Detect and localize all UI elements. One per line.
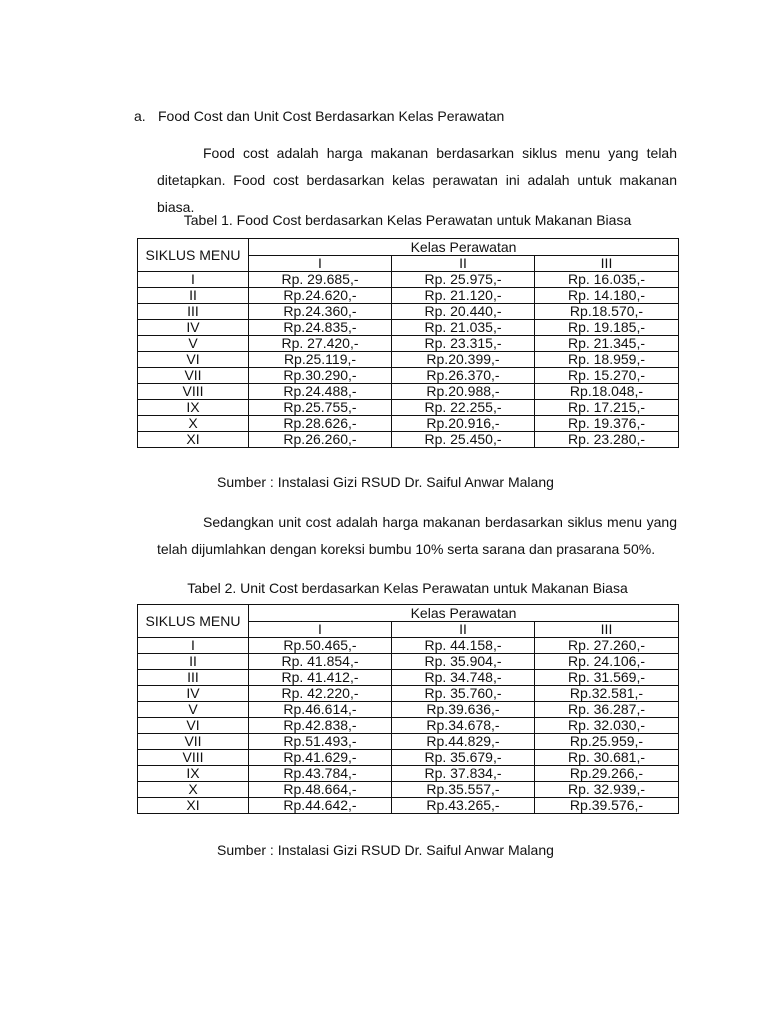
header-siklus-menu: SIKLUS MENU bbox=[138, 605, 249, 638]
cost-cell: Rp. 15.270,- bbox=[535, 368, 679, 384]
cost-cell: Rp.30.290,- bbox=[249, 368, 392, 384]
siklus-cell: VII bbox=[138, 368, 249, 384]
cost-cell: Rp. 35.760,- bbox=[392, 686, 535, 702]
table-row bbox=[138, 702, 679, 718]
table-row bbox=[138, 654, 679, 670]
cost-cell: Rp. 25.975,- bbox=[392, 272, 535, 288]
siklus-cell: XI bbox=[138, 798, 249, 814]
table-row bbox=[138, 272, 679, 288]
cost-cell: Rp.29.266,- bbox=[535, 766, 679, 782]
cost-cell: Rp.26.260,- bbox=[249, 432, 392, 448]
cost-cell: Rp. 19.376,- bbox=[535, 416, 679, 432]
table-row bbox=[138, 304, 679, 320]
cost-cell: Rp. 23.280,- bbox=[535, 432, 679, 448]
table-row bbox=[138, 782, 679, 798]
food-cost-table bbox=[137, 238, 679, 448]
siklus-cell: I bbox=[138, 638, 249, 654]
cost-cell: Rp. 18.959,- bbox=[535, 352, 679, 368]
paragraph-text: Food cost adalah harga makanan berdasarkan siklus menu yang telah ditetapkan. Food cost berdasarkan kelas perawatan ini adalah untuk makanan biasa. bbox=[157, 145, 677, 215]
cost-cell: Rp. 31.569,- bbox=[535, 670, 679, 686]
cost-cell: Rp. 29.685,- bbox=[249, 272, 392, 288]
cost-cell: Rp. 16.035,- bbox=[535, 272, 679, 288]
cost-cell: Rp. 41.854,- bbox=[249, 654, 392, 670]
table-row bbox=[138, 734, 679, 750]
cost-cell: Rp.46.614,- bbox=[249, 702, 392, 718]
header-kelas-perawatan: Kelas Perawatan bbox=[249, 605, 679, 622]
siklus-cell: IX bbox=[138, 766, 249, 782]
cost-cell: Rp.20.988,- bbox=[392, 384, 535, 400]
cost-cell: Rp. 32.030,- bbox=[535, 718, 679, 734]
cost-cell: Rp. 34.748,- bbox=[392, 670, 535, 686]
cost-cell: Rp.43.784,- bbox=[249, 766, 392, 782]
section-heading bbox=[134, 108, 504, 124]
siklus-cell: III bbox=[138, 670, 249, 686]
table-row bbox=[138, 432, 679, 448]
table-2-caption: Tabel 2. Unit Cost berdasarkan Kelas Perawatan untuk Makanan Biasa bbox=[187, 580, 628, 596]
siklus-cell: IV bbox=[138, 320, 249, 336]
cost-cell: Rp.24.488,- bbox=[249, 384, 392, 400]
cost-cell: Rp. 21.120,- bbox=[392, 288, 535, 304]
paragraph-food-cost bbox=[157, 140, 677, 221]
siklus-cell: VI bbox=[138, 352, 249, 368]
cost-cell: Rp.44.642,- bbox=[249, 798, 392, 814]
cost-cell: Rp. 17.215,- bbox=[535, 400, 679, 416]
cost-cell: Rp.41.629,- bbox=[249, 750, 392, 766]
cost-cell: Rp.32.581,- bbox=[535, 686, 679, 702]
table-row bbox=[138, 320, 679, 336]
siklus-cell: I bbox=[138, 272, 249, 288]
header-kelas-i: I bbox=[249, 256, 392, 272]
table-row bbox=[138, 384, 679, 400]
table-row bbox=[138, 638, 679, 654]
siklus-cell: V bbox=[138, 336, 249, 352]
cost-cell: Rp.25.959,- bbox=[535, 734, 679, 750]
header-siklus-menu: SIKLUS MENU bbox=[138, 239, 249, 272]
cost-cell: Rp. 20.440,- bbox=[392, 304, 535, 320]
siklus-cell: IV bbox=[138, 686, 249, 702]
cost-cell: Rp.44.829,- bbox=[392, 734, 535, 750]
cost-cell: Rp.24.360,- bbox=[249, 304, 392, 320]
cost-cell: Rp.26.370,- bbox=[392, 368, 535, 384]
section-number: a. bbox=[134, 108, 146, 124]
siklus-cell: VI bbox=[138, 718, 249, 734]
siklus-cell: XI bbox=[138, 432, 249, 448]
paragraph-unit-cost bbox=[157, 509, 677, 563]
cost-cell: Rp.18.048,- bbox=[535, 384, 679, 400]
cost-cell: Rp. 27.420,- bbox=[249, 336, 392, 352]
table-row bbox=[138, 750, 679, 766]
paragraph-text: Sedangkan unit cost adalah harga makanan berdasarkan siklus menu yang telah dijumlahkan dengan koreksi bumbu 10% serta sarana dan prasarana 50%. bbox=[157, 514, 677, 557]
cost-cell: Rp. 36.287,- bbox=[535, 702, 679, 718]
cost-cell: Rp.39.576,- bbox=[535, 798, 679, 814]
table-2-source: Sumber : Instalasi Gizi RSUD Dr. Saiful Anwar Malang bbox=[217, 842, 554, 858]
cost-cell: Rp.20.916,- bbox=[392, 416, 535, 432]
cost-cell: Rp. 35.904,- bbox=[392, 654, 535, 670]
cost-cell: Rp. 22.255,- bbox=[392, 400, 535, 416]
header-kelas-iii: III bbox=[535, 622, 679, 638]
siklus-cell: III bbox=[138, 304, 249, 320]
cost-cell: Rp.48.664,- bbox=[249, 782, 392, 798]
section-title: Food Cost dan Unit Cost Berdasarkan Kelas Perawatan bbox=[158, 108, 505, 124]
siklus-cell: X bbox=[138, 782, 249, 798]
siklus-cell: VIII bbox=[138, 384, 249, 400]
table-row bbox=[138, 686, 679, 702]
cost-cell: Rp. 35.679,- bbox=[392, 750, 535, 766]
cost-cell: Rp. 32.939,- bbox=[535, 782, 679, 798]
cost-cell: Rp. 42.220,- bbox=[249, 686, 392, 702]
siklus-cell: VIII bbox=[138, 750, 249, 766]
cost-cell: Rp.20.399,- bbox=[392, 352, 535, 368]
table-row bbox=[138, 766, 679, 782]
cost-cell: Rp. 21.345,- bbox=[535, 336, 679, 352]
cost-cell: Rp.50.465,- bbox=[249, 638, 392, 654]
table-row bbox=[138, 798, 679, 814]
table-1-caption: Tabel 1. Food Cost berdasarkan Kelas Perawatan untuk Makanan Biasa bbox=[183, 212, 632, 228]
cost-cell: Rp. 25.450,- bbox=[392, 432, 535, 448]
siklus-cell: II bbox=[138, 288, 249, 304]
header-kelas-ii: II bbox=[392, 256, 535, 272]
cost-cell: Rp.24.835,- bbox=[249, 320, 392, 336]
cost-cell: Rp.25.119,- bbox=[249, 352, 392, 368]
table-row bbox=[138, 718, 679, 734]
cost-cell: Rp.25.755,- bbox=[249, 400, 392, 416]
header-kelas-i: I bbox=[249, 622, 392, 638]
siklus-cell: IX bbox=[138, 400, 249, 416]
cost-cell: Rp.51.493,- bbox=[249, 734, 392, 750]
cost-cell: Rp. 44.158,- bbox=[392, 638, 535, 654]
cost-cell: Rp.24.620,- bbox=[249, 288, 392, 304]
siklus-cell: X bbox=[138, 416, 249, 432]
cost-cell: Rp. 21.035,- bbox=[392, 320, 535, 336]
cost-cell: Rp.39.636,- bbox=[392, 702, 535, 718]
header-kelas-ii: II bbox=[392, 622, 535, 638]
cost-cell: Rp. 24.106,- bbox=[535, 654, 679, 670]
table-row bbox=[138, 288, 679, 304]
siklus-cell: VII bbox=[138, 734, 249, 750]
table-row bbox=[138, 416, 679, 432]
cost-cell: Rp. 37.834,- bbox=[392, 766, 535, 782]
table-row bbox=[138, 368, 679, 384]
cost-cell: Rp. 23.315,- bbox=[392, 336, 535, 352]
siklus-cell: V bbox=[138, 702, 249, 718]
unit-cost-table bbox=[137, 604, 679, 814]
cost-cell: Rp.28.626,- bbox=[249, 416, 392, 432]
cost-cell: Rp. 19.185,- bbox=[535, 320, 679, 336]
cost-cell: Rp. 27.260,- bbox=[535, 638, 679, 654]
siklus-cell: II bbox=[138, 654, 249, 670]
cost-cell: Rp.43.265,- bbox=[392, 798, 535, 814]
table-row bbox=[138, 670, 679, 686]
table-row bbox=[138, 352, 679, 368]
table-1-source: Sumber : Instalasi Gizi RSUD Dr. Saiful Anwar Malang bbox=[217, 474, 554, 490]
cost-cell: Rp.42.838,- bbox=[249, 718, 392, 734]
table-row bbox=[138, 336, 679, 352]
cost-cell: Rp. 41.412,- bbox=[249, 670, 392, 686]
header-kelas-perawatan: Kelas Perawatan bbox=[249, 239, 679, 256]
cost-cell: Rp.35.557,- bbox=[392, 782, 535, 798]
cost-cell: Rp.34.678,- bbox=[392, 718, 535, 734]
header-kelas-iii: III bbox=[535, 256, 679, 272]
cost-cell: Rp.18.570,- bbox=[535, 304, 679, 320]
cost-cell: Rp. 30.681,- bbox=[535, 750, 679, 766]
table-row bbox=[138, 400, 679, 416]
cost-cell: Rp. 14.180,- bbox=[535, 288, 679, 304]
